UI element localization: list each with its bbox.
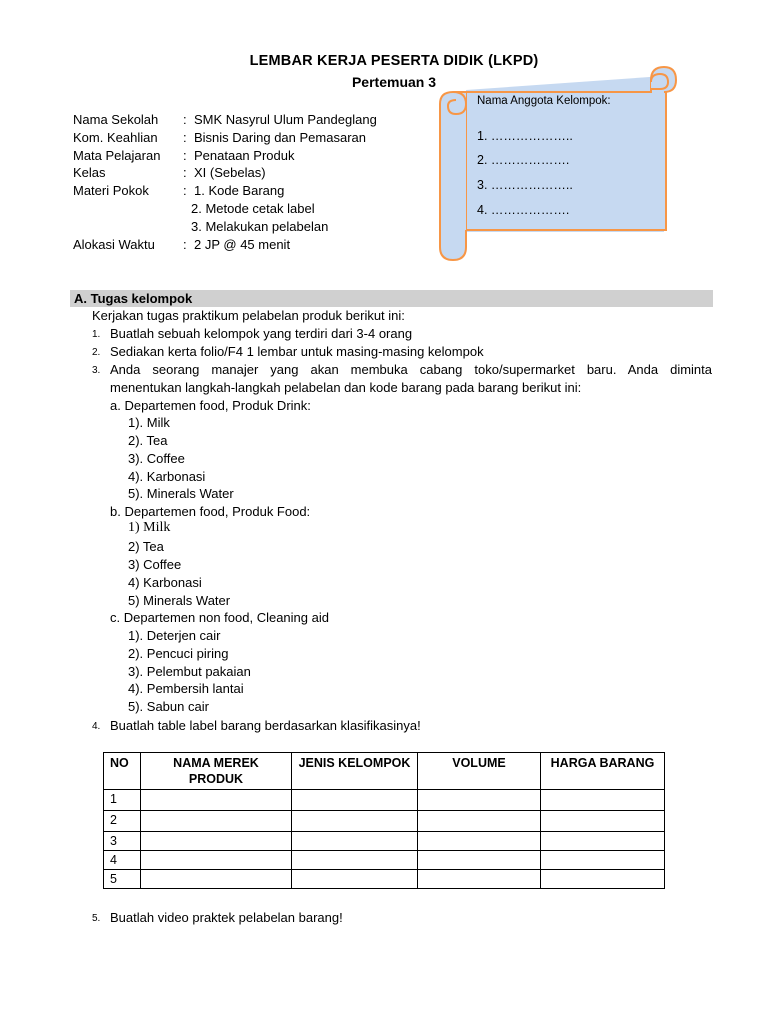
- info-value: 2. Metode cetak label: [191, 201, 315, 216]
- info-colon: :: [183, 237, 187, 252]
- table-row: [104, 832, 665, 851]
- table-cell[interactable]: [541, 851, 665, 870]
- table-cell[interactable]: [292, 832, 418, 851]
- info-value: XI (Sebelas): [194, 165, 266, 180]
- member-line-4[interactable]: 4. ……………….: [477, 203, 570, 217]
- table-cell[interactable]: [292, 870, 418, 889]
- section-title: A. Tugas kelompok: [74, 291, 193, 306]
- department-title: b. Departemen food, Produk Food:: [110, 504, 311, 519]
- list-item: 5). Minerals Water: [128, 486, 234, 501]
- step-text: Buatlah table label barang berdasarkan klasifikasinya!: [110, 718, 421, 733]
- table-cell[interactable]: [418, 870, 541, 889]
- column-header: JENIS KELOMPOK: [292, 753, 418, 790]
- info-label: Kom. Keahlian: [73, 130, 158, 145]
- table-cell: 1: [104, 790, 141, 811]
- info-value: 1. Kode Barang: [194, 183, 285, 198]
- table-cell[interactable]: [418, 851, 541, 870]
- step-number: 5.: [92, 913, 101, 924]
- table-row: [104, 870, 665, 889]
- table-cell[interactable]: [141, 851, 292, 870]
- info-colon: :: [183, 130, 187, 145]
- step-text: Buatlah video praktek pelabelan barang!: [110, 910, 343, 925]
- info-value: 2 JP @ 45 menit: [194, 237, 291, 252]
- table-cell[interactable]: [541, 811, 665, 832]
- table-cell[interactable]: [541, 790, 665, 811]
- table-cell[interactable]: [141, 870, 292, 889]
- document-subtitle: Pertemuan 3: [351, 74, 437, 90]
- info-label: Kelas: [73, 165, 106, 180]
- list-item: 5) Minerals Water: [128, 593, 231, 608]
- step-text-continued: menentukan langkah-langkah pelabelan dan kode barang pada barang berikut ini:: [110, 380, 582, 395]
- info-colon: :: [183, 112, 187, 127]
- column-header: VOLUME: [418, 753, 541, 790]
- group-members-heading: Nama Anggota Kelompok:: [477, 95, 611, 107]
- info-colon: :: [183, 148, 187, 163]
- list-item: 4). Karbonasi: [128, 469, 206, 484]
- info-label: Materi Pokok: [73, 183, 149, 198]
- list-item: 4) Karbonasi: [128, 575, 202, 590]
- list-item: 3). Coffee: [128, 451, 185, 466]
- table-cell[interactable]: [292, 790, 418, 811]
- info-label: Mata Pelajaran: [73, 148, 161, 163]
- member-line-1[interactable]: 1. ………………..: [477, 129, 573, 143]
- info-value: 3. Melakukan pelabelan: [191, 219, 329, 234]
- table-cell[interactable]: [292, 811, 418, 832]
- info-colon: :: [183, 165, 187, 180]
- step-number: 1.: [92, 329, 101, 340]
- column-header: HARGA BARANG: [541, 753, 665, 790]
- step-number: 3.: [92, 365, 101, 376]
- table-cell[interactable]: [418, 832, 541, 851]
- table-cell: 2: [104, 811, 141, 832]
- table-cell[interactable]: [418, 811, 541, 832]
- info-colon: :: [183, 183, 187, 198]
- list-item: 3) Coffee: [128, 557, 182, 572]
- table-row: [104, 851, 665, 870]
- step-number: 2.: [92, 347, 101, 358]
- list-item: 1). Milk: [128, 415, 170, 430]
- step-number: 4.: [92, 721, 101, 732]
- info-value: Penataan Produk: [194, 148, 295, 163]
- section-intro: Kerjakan tugas praktikum pelabelan produk berikut ini:: [92, 308, 405, 323]
- list-item: 2). Pencuci piring: [128, 646, 229, 661]
- table-cell[interactable]: [141, 811, 292, 832]
- list-item: 1) Milk: [128, 520, 171, 535]
- info-label: Alokasi Waktu: [73, 237, 155, 252]
- member-line-2[interactable]: 2. ……………….: [477, 153, 570, 167]
- table-cell[interactable]: [141, 790, 292, 811]
- list-item: 2) Tea: [128, 539, 164, 554]
- table-cell[interactable]: [292, 851, 418, 870]
- table-row: [104, 790, 665, 811]
- table-header-row: [104, 753, 665, 790]
- list-item: 3). Pelembut pakaian: [128, 664, 251, 679]
- table-row: [104, 811, 665, 832]
- table-cell[interactable]: [541, 832, 665, 851]
- column-header: NAMA MEREK PRODUK: [141, 753, 292, 790]
- list-item: 2). Tea: [128, 433, 168, 448]
- table-cell[interactable]: [418, 790, 541, 811]
- list-item: 5). Sabun cair: [128, 699, 209, 714]
- table-cell[interactable]: [141, 832, 292, 851]
- label-table: [103, 752, 665, 889]
- step-text: Buatlah sebuah kelompok yang terdiri dari 3-4 orang: [110, 326, 413, 341]
- table-cell: 4: [104, 851, 141, 870]
- step-text: Anda seorang manajer yang akan membuka cabang toko/supermarket baru. Anda diminta: [110, 362, 712, 377]
- info-label: Nama Sekolah: [73, 112, 159, 127]
- info-value: Bisnis Daring dan Pemasaran: [194, 130, 366, 145]
- info-value: SMK Nasyrul Ulum Pandeglang: [194, 112, 377, 127]
- department-title: c. Departemen non food, Cleaning aid: [110, 610, 329, 625]
- column-header: NO: [104, 753, 141, 790]
- step-text: Sediakan kerta folio/F4 1 lembar untuk masing-masing kelompok: [110, 344, 484, 359]
- list-item: 4). Pembersih lantai: [128, 681, 244, 696]
- document-title: LEMBAR KERJA PESERTA DIDIK (LKPD): [249, 53, 539, 69]
- table-cell: 3: [104, 832, 141, 851]
- department-title: a. Departemen food, Produk Drink:: [110, 398, 311, 413]
- table-cell: 5: [104, 870, 141, 889]
- list-item: 1). Deterjen cair: [128, 628, 221, 643]
- member-line-3[interactable]: 3. ………………..: [477, 178, 573, 192]
- table-cell[interactable]: [541, 870, 665, 889]
